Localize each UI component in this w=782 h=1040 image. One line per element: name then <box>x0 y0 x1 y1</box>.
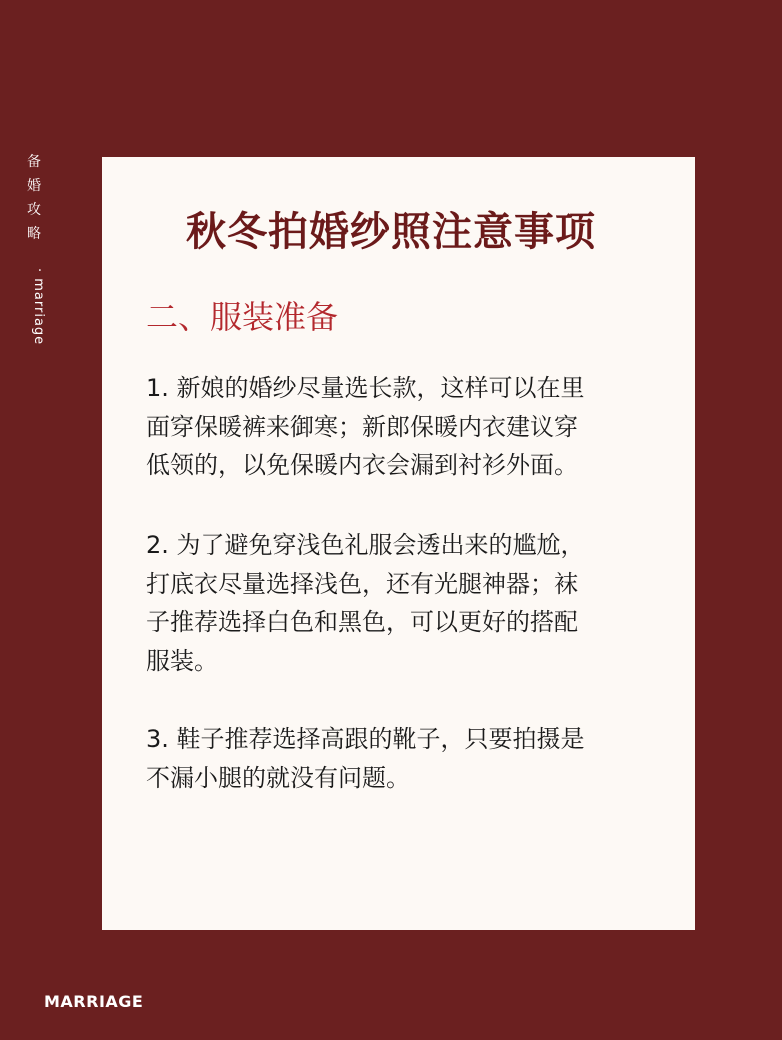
paragraph-undershirt: 2. 为了避免穿浅色礼服会透出来的尴尬， 打底衣尽量选择浅色，还有光腿神器；袜 子推荐选择白色和黑色，可以更好的搭配 服装。 <box>146 531 585 675</box>
sidebar-char: 婚 <box>27 178 41 194</box>
sidebar-char: 略 <box>27 226 41 242</box>
sidebar-english-label: · marriage <box>31 268 46 346</box>
sidebar-char: 备 <box>27 154 41 170</box>
paragraph-bride-dress: 1. 新娘的婚纱尽量选长款，这样可以在里 面穿保暖裤来御寒；新郎保暖内衣建议穿 低领的，以免保暖内衣会漏到衬衫外面。 <box>146 374 585 479</box>
paragraph-shoes: 3. 鞋子推荐选择高跟的靴子，只要拍摄是 不漏小腿的就没有问题。 <box>146 725 585 792</box>
brand-logo-text: MARRIAGE <box>44 992 144 1011</box>
page-title: 秋冬拍婚纱照注意事项 <box>186 209 596 255</box>
sidebar-char: 攻 <box>27 202 41 218</box>
section-heading: 二、服装准备 <box>146 298 339 336</box>
